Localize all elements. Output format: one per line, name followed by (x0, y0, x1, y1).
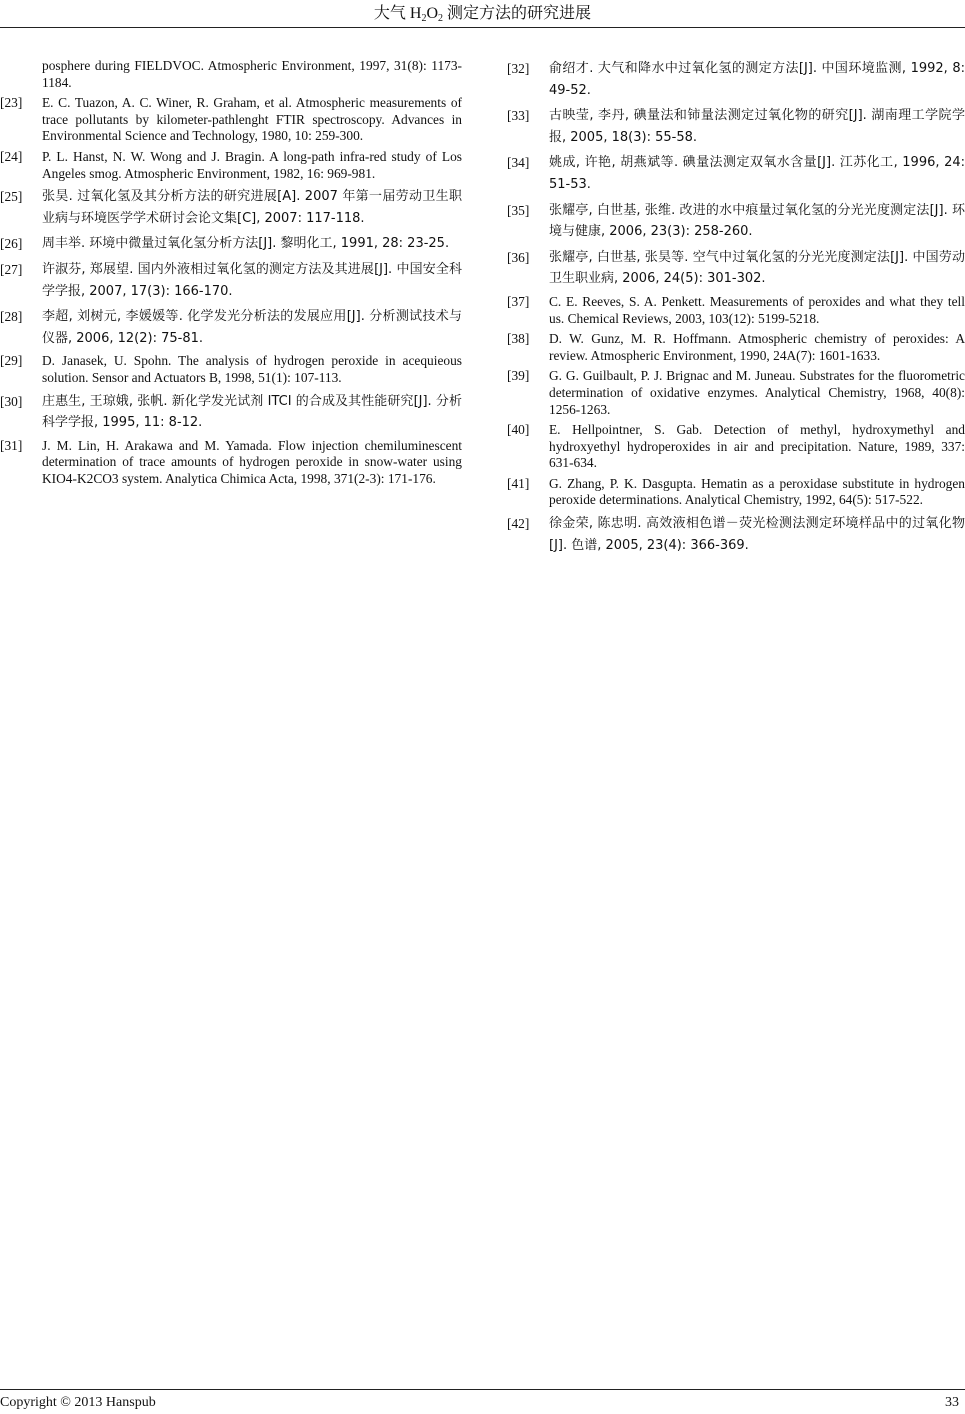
reference-entry (0, 391, 462, 434)
reference-entry (507, 152, 965, 195)
reference-entry (0, 353, 462, 386)
reference-text: 张耀亭, 白世基, 张昊等. 空气中过氧化氢的分光光度测定法[J]. 中国劳动卫生职业病, 2006, 24(5): 301-302. (549, 249, 965, 287)
copyright-notice: Copyright © 2013 Hanspub (0, 1395, 156, 1410)
running-head-suffix: 测定方法的研究进展 (443, 5, 592, 22)
reference-text: G. G. Guilbault, P. J. Brignac and M. Juneau. Substrates for the fluorometric determination of oxidative enzymes. Analytical Chemistry, 1968, 40(8): 1256-1263. (549, 368, 965, 417)
reference-text: G. Zhang, P. K. Dasgupta. Hematin as a peroxidase substitute in hydrogen peroxide determinations. Analytical Chemistry, 1992, 64(5): 517-522. (549, 475, 965, 508)
reference-text: 俞绍才. 大气和降水中过氧化氢的测定方法[J]. 中国环境监测, 1992, 8: 49-52. (549, 61, 965, 98)
reference-number: [24] (0, 148, 23, 164)
reference-entry (507, 368, 965, 418)
reference-number: [31] (0, 437, 23, 453)
reference-number: [42] (507, 516, 530, 532)
reference-number: [37] (507, 293, 530, 309)
reference-entry (0, 58, 462, 91)
reference-text: J. M. Lin, H. Arakawa and M. Yamada. Flow injection chemiluminescent determination of trace amounts of hydrogen peroxide in snow-water using KIO4-K2CO3 system. Analytica Chimica Acta, 1998, 371(2-3): 171-176. (42, 437, 462, 486)
reference-number: [36] (507, 249, 530, 265)
reference-text: posphere during FIELDVOC. Atmospheric Environment, 1997, 31(8): 1173-1184. (42, 58, 462, 90)
reference-entry (507, 476, 965, 509)
reference-number: [32] (507, 61, 530, 76)
reference-number: [25] (0, 189, 23, 205)
reference-entry (507, 200, 965, 243)
reference-number: [27] (0, 261, 23, 277)
reference-text: E. C. Tuazon, A. C. Winer, R. Graham, et al. Atmospheric measurements of trace pollutants by kilometer-pathlenght FTIR spectroscopy. Advances in Environmental Science and Technology, 1980, 10: 259-300. (42, 95, 462, 144)
running-head (0, 4, 965, 24)
header-rule (0, 27, 965, 28)
reference-text: 庄惠生, 王琼娥, 张帆. 新化学发光试剂 ITCI 的合成及其性能研究[J]. 分析科学学报, 1995, 11: 8-12. (42, 393, 462, 431)
footer-rule (0, 1389, 965, 1390)
reference-text: 古映莹, 李丹, 碘量法和铈量法测定过氧化物的研究[J]. 湖南理工学院学报, 2005, 18(3): 55-58. (549, 108, 965, 145)
reference-number: [40] (507, 422, 530, 438)
reference-entry (507, 422, 965, 472)
reference-entry (0, 95, 462, 145)
reference-entry (507, 247, 965, 290)
references-left-column (0, 58, 462, 491)
reference-entry (507, 331, 965, 364)
reference-text: P. L. Hanst, N. W. Wong and J. Bragin. A long-path infra-red study of Los Angeles smog. Atmospheric Environment, 1982, 16: 969-981. (42, 148, 462, 181)
reference-entry (0, 186, 462, 229)
reference-number: [26] (0, 236, 23, 252)
reference-text: 张耀亭, 白世基, 张维. 改进的水中痕量过氧化氢的分光光度测定法[J]. 环境与健康, 2006, 23(3): 258-260. (549, 202, 965, 240)
reference-text: C. E. Reeves, S. A. Penkett. Measurements of peroxides and what they tell us. Chemical Reviews, 2003, 103(12): 5199-5218. (549, 293, 965, 326)
running-head-sub-2: 2 (438, 13, 444, 24)
reference-entry (507, 58, 965, 101)
reference-entry (0, 149, 462, 182)
reference-text: 周丰举. 环境中微量过氧化氢分析方法[J]. 黎明化工, 1991, 28: 23-25. (42, 236, 450, 252)
reference-text: D. Janasek, U. Spohn. The analysis of hydrogen peroxide in acequieous solution. Sensor and Actuators B, 1998, 51(1): 107-113. (42, 353, 462, 385)
reference-text: 许淑芬, 郑展望. 国内外液相过氧化氢的测定方法及其进展[J]. 中国安全科学学报, 2007, 17(3): 166-170. (42, 261, 462, 299)
reference-entry (0, 233, 462, 255)
reference-text: 徐金荣, 陈忠明. 高效液相色谱－荧光检测法测定环境样品中的过氧化物[J]. 色谱, 2005, 23(4): 366-369. (549, 516, 965, 553)
reference-number: [23] (0, 95, 23, 111)
references-right-column (507, 58, 965, 560)
reference-number: [34] (507, 155, 530, 171)
reference-number: [38] (507, 331, 530, 347)
reference-text: 姚成, 许艳, 胡燕斌等. 碘量法测定双氧水含量[J]. 江苏化工, 1996, 24: 51-53. (549, 155, 965, 192)
reference-entry (507, 513, 965, 556)
reference-text: E. Hellpointner, S. Gab. Detection of methyl, hydroxymethyl and hydroxyethyl hydroperoxides in air and precipitation. Nature, 1989, 337: 631-634. (549, 422, 965, 471)
page-number: 33 (945, 1395, 959, 1410)
reference-entry (0, 438, 462, 488)
reference-entry (507, 105, 965, 148)
running-head-mid: O (426, 5, 439, 22)
reference-number: [29] (0, 353, 23, 369)
reference-number: [30] (0, 393, 23, 409)
reference-entry (0, 306, 462, 349)
running-head-sub-1: 2 (421, 13, 427, 24)
reference-number: [28] (0, 309, 23, 325)
reference-text: D. W. Gunz, M. R. Hoffmann. Atmospheric chemistry of peroxides: A review. Atmospheric Environment, 1990, 24A(7): 1601-1633. (549, 331, 965, 363)
reference-number: [35] (507, 202, 530, 218)
reference-entry (0, 259, 462, 302)
running-head-prefix: 大气 H (373, 5, 422, 22)
reference-number: [33] (507, 108, 530, 124)
reference-number: [39] (507, 368, 530, 384)
reference-text: 李超, 刘树元, 李媛媛等. 化学发光分析法的发展应用[J]. 分析测试技术与仪器, 2006, 12(2): 75-81. (42, 309, 462, 346)
reference-entry (507, 294, 965, 327)
reference-number: [41] (507, 475, 530, 491)
reference-text: 张昊. 过氧化氢及其分析方法的研究进展[A]. 2007 年第一届劳动卫生职业病与环境医学学术研讨会论文集[C], 2007: 117-118. (42, 189, 462, 226)
